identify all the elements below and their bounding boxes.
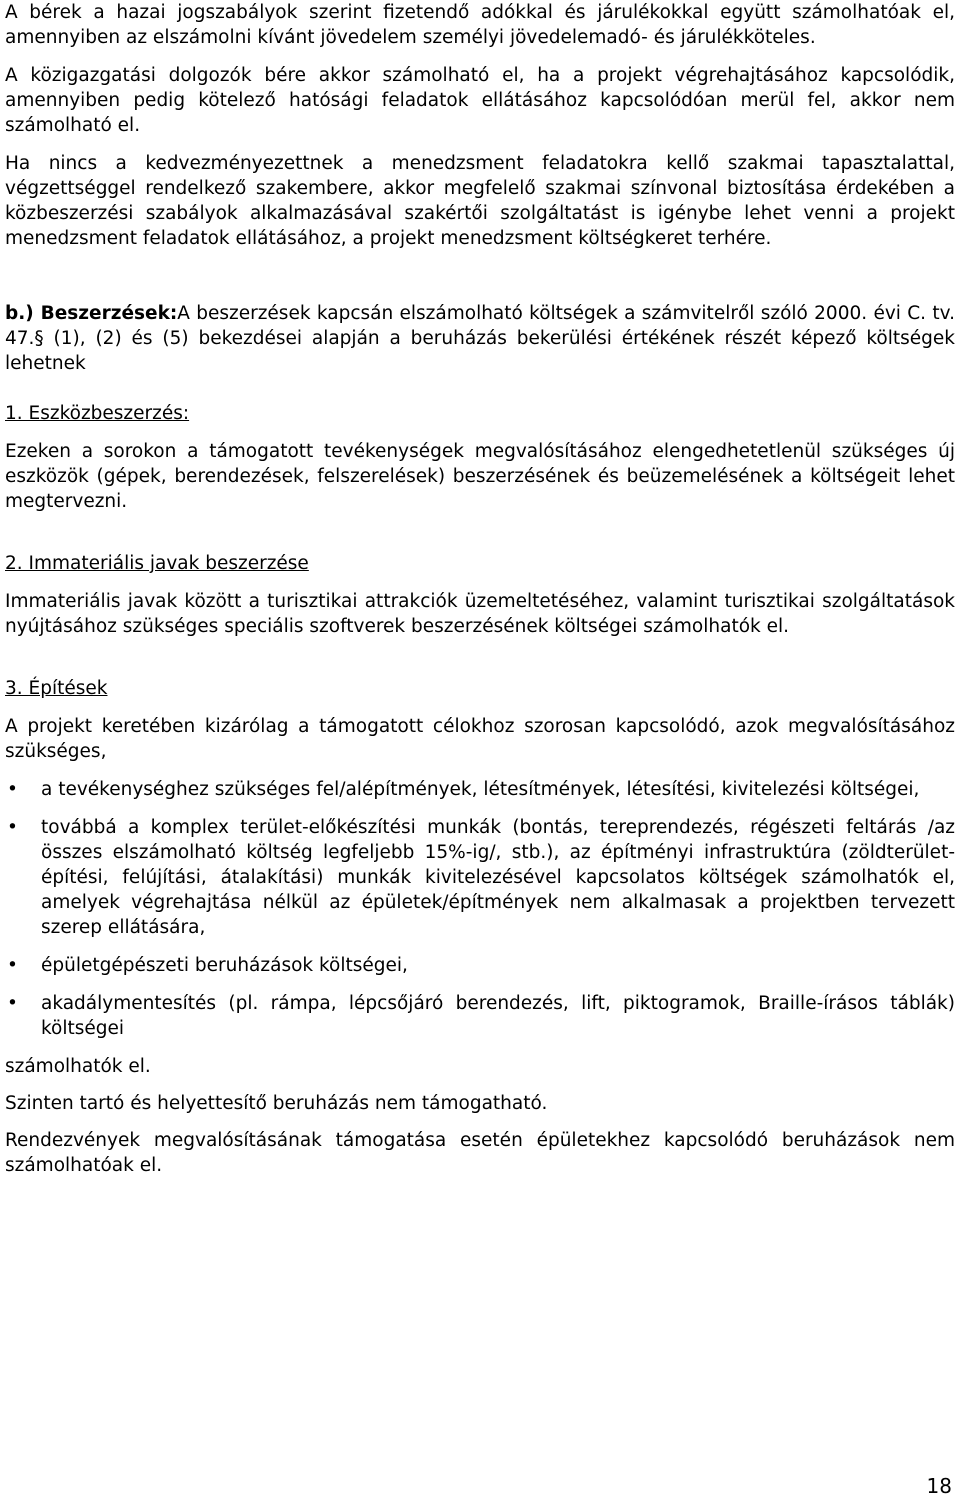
list-item-text: a tevékenységhez szükséges fel/alépítmények, létesítmények, létesítési, kivitelezési költségei, [41, 779, 920, 800]
paragraph-public-employees: A közigazgatási dolgozók bére akkor számolható el, ha a projekt végrehajtásához kapcsolódik, amennyiben pedig kötelező hatósági feladatok ellátásához kapcsolódóan merül fel, akkor nem számolható el. [5, 65, 955, 136]
paragraph-wages: A bérek a hazai jogszabályok szerint fizetendő adókkal és járulékokkal együtt számolhatóak el, amennyiben az elszámolni kívánt jövedelem személyi jövedelemadó- és járulékköteles. [5, 2, 955, 48]
bullet-icon: • [7, 993, 18, 1014]
heading-constructions [5, 676, 955, 701]
list-item-text: akadálymentesítés (pl. rámpa, lépcsőjáró berendezés, lift, piktogramok, Braille-írásos táblák) költségei [41, 993, 955, 1039]
constructions-bullet-list [5, 777, 955, 1041]
bullet-icon: • [7, 779, 18, 800]
section-b-label: b.) Beszerzések: [5, 303, 178, 324]
heading-equipment-text: 1. Eszközbeszerzés: [5, 403, 190, 424]
paragraph-events: Rendezvények megvalósításának támogatása esetén épületekhez kapcsolódó beruházások nem számolhatóak el. [5, 1130, 955, 1176]
paragraph-constructions-intro: A projekt keretében kizárólag a támogatott célokhoz szorosan kapcsolódó, azok megvalósításához szükséges, [5, 716, 955, 762]
list-item [5, 815, 955, 940]
paragraph-intangible-assets: Immateriális javak között a turisztikai attrakciók üzemeltetéséhez, valamint turisztikai szolgáltatások nyújtásához szükséges speciális szoftverek beszerzésének költségei számolhatók el. [5, 591, 955, 637]
list-item-text: továbbá a komplex terület-előkészítési munkák (bontás, tereprendezés, régészeti feltárás /az összes elszámolható költség legfeljebb 15%-ig/, stb.), az építményi infrastruktúra (zöldterület-építési, felújítási, átalakítási) munkák kivitelezésével kapcsolatos költségek számolhatók el, amelyek végrehajtása nélkül az épületek/építmények nem alkalmasak a projektben tervezett szerep ellátására, [41, 817, 955, 938]
list-item-text: épületgépészeti beruházások költségei, [41, 955, 408, 976]
section-b-paragraph [5, 301, 955, 376]
document-page [5, 0, 955, 1178]
paragraph-management-experts: Ha nincs a kedvezményezettnek a menedzsment feladatokra kellő szakmai tapasztalattal, végzettséggel rendelkező szakembere, akkor megfelelő szakmai színvonal biztosítása érdekében a közbeszerzési szabályok alkalmazásával szakértői szolgáltatást is igénybe lehet venni a projekt menedzsment feladatok ellátásához, a projekt menedzsment költségkeret terhére. [5, 153, 955, 249]
list-item [5, 777, 955, 802]
section-b-text: A beszerzések kapcsán elszámolható költségek a számvitelről szóló 2000. évi C. tv. 47.§ (1), (2) és (5) bekezdései alapján a beruházás bekerülési értékének részét képező költségek lehetnek [5, 303, 955, 374]
paragraph-equipment: Ezeken a sorokon a támogatott tevékenységek megvalósításához elengedhetetlenül szükséges új eszközök (gépek, berendezések, felszerelések) beszerzésének és beüzemelésének a költségeit lehet megtervezni. [5, 441, 955, 512]
paragraph-eligible-note: számolhatók el. [5, 1056, 151, 1077]
paragraph-not-supported: Szinten tartó és helyettesítő beruházás nem támogatható. [5, 1093, 548, 1114]
bullet-icon: • [7, 955, 18, 976]
list-item [5, 953, 955, 978]
heading-equipment [5, 401, 955, 426]
heading-constructions-text: 3. Építések [5, 678, 108, 699]
heading-intangible-assets [5, 551, 955, 576]
heading-intangible-assets-text: 2. Immateriális javak beszerzése [5, 553, 309, 574]
bullet-icon: • [7, 817, 18, 838]
page-number: 18 [926, 1474, 952, 1498]
list-item [5, 991, 955, 1041]
